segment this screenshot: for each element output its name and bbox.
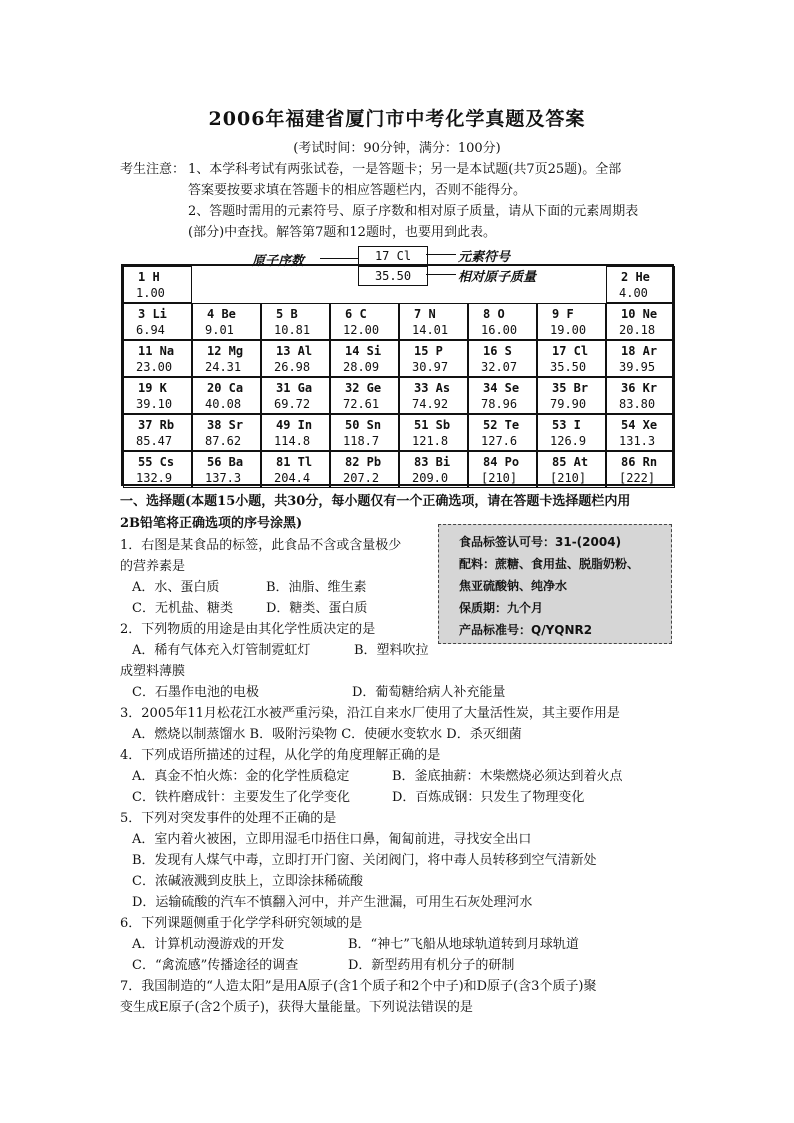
element-cell xyxy=(330,377,399,414)
element-cell xyxy=(399,303,468,340)
question-1-option-c: C．无机盐、糖类 xyxy=(132,601,233,616)
element-number-symbol: 16 S xyxy=(483,344,512,358)
question-4-option-b: B．釜底抽薪：木柴燃烧必须达到着火点 xyxy=(392,769,623,784)
element-atomic-mass: 69.72 xyxy=(274,397,311,411)
element-atomic-mass: 35.50 xyxy=(550,360,587,374)
element-cell xyxy=(330,303,399,340)
element-cell xyxy=(192,377,261,414)
element-cell xyxy=(123,266,192,303)
notice-item-2-line-2: (部分)中查找。解答第7题和12题时，也要用到此表。 xyxy=(188,225,496,240)
element-cell xyxy=(468,377,537,414)
question-2-option-c: C．石墨作电池的电极 xyxy=(132,685,259,700)
element-atomic-mass: 209.0 xyxy=(412,471,449,485)
element-number-symbol: 15 P xyxy=(414,344,443,358)
question-3: 3．2005年11月松花江水被严重污染，沿江自来水厂使用了大量活性炭，其主要作用是 xyxy=(120,706,620,721)
element-atomic-mass: 1.00 xyxy=(136,286,165,300)
element-atomic-mass: 137.3 xyxy=(205,471,242,485)
element-number-symbol: 4 Be xyxy=(207,307,236,321)
element-atomic-mass: 20.18 xyxy=(619,323,656,337)
question-2-option-b: B．塑料吹拉 xyxy=(354,643,429,658)
element-atomic-mass: 121.8 xyxy=(412,434,449,448)
element-atomic-mass: 39.10 xyxy=(136,397,173,411)
question-6-option-a: A．计算机动漫游戏的开发 xyxy=(132,937,285,952)
notice-label: 考生注意： xyxy=(120,162,186,177)
question-3-options: A．燃烧以制蒸馏水 B．吸附污染物 C．使硬水变软水 D．杀灭细菌 xyxy=(132,727,522,742)
element-cell xyxy=(123,414,192,451)
element-number-symbol: 55 Cs xyxy=(138,455,175,469)
question-5-option-c: C．浓碱液溅到皮肤上，立即涂抹稀硫酸 xyxy=(132,874,363,889)
element-cell xyxy=(537,414,606,451)
question-6-option-d: D．新型药用有机分子的研制 xyxy=(348,958,515,973)
element-atomic-mass: 74.92 xyxy=(412,397,449,411)
element-cell xyxy=(123,451,192,488)
element-atomic-mass: 14.01 xyxy=(412,323,449,337)
food-label-line: 产品标准号：Q/YQNR2 xyxy=(459,623,593,637)
element-cell xyxy=(399,377,468,414)
exam-notice xyxy=(120,159,680,243)
legend-example-mass: 35.50 xyxy=(374,269,412,283)
element-cell xyxy=(330,340,399,377)
section-heading-line-2: 2B铅笔将正确选项的序号涂黑) xyxy=(120,516,303,531)
element-number-symbol: 33 As xyxy=(414,381,451,395)
element-cell xyxy=(468,340,537,377)
section-heading-line-1: 一、选择题(本题15小题，共30分，每小题仅有一个正确选项，请在答题卡选择题栏内用 xyxy=(120,494,631,509)
element-cell xyxy=(399,414,468,451)
element-atomic-mass: 83.80 xyxy=(619,397,656,411)
exam-info: (考试时间：90分钟，满分：100分) xyxy=(293,141,501,156)
element-number-symbol: 5 B xyxy=(276,307,298,321)
question-7-line-2: 变生成E原子(含2个质子)，获得大量能量。下列说法错误的是 xyxy=(120,1000,473,1015)
element-number-symbol: 1 H xyxy=(138,270,160,284)
element-number-symbol: 37 Rb xyxy=(138,418,175,432)
element-number-symbol: 17 Cl xyxy=(552,344,589,358)
element-cell xyxy=(192,451,261,488)
element-cell xyxy=(261,303,330,340)
legend-leader-line xyxy=(426,254,456,255)
food-label-line: 食品标签认可号：31-(2004) xyxy=(459,535,622,549)
question-6-option-c: C．“禽流感”传播途径的调查 xyxy=(132,958,299,973)
legend-example-symbol: 17 Cl xyxy=(359,247,427,267)
question-4-option-a: A．真金不怕火炼：金的化学性质稳定 xyxy=(132,769,350,784)
element-number-symbol: 12 Mg xyxy=(207,344,244,358)
element-cell xyxy=(330,451,399,488)
element-atomic-mass: 79.90 xyxy=(550,397,587,411)
element-atomic-mass: 30.97 xyxy=(412,360,449,374)
element-atomic-mass: 87.62 xyxy=(205,434,242,448)
food-label-line: 保质期：九个月 xyxy=(459,601,544,615)
element-atomic-mass: 204.4 xyxy=(274,471,311,485)
element-atomic-mass: [210] xyxy=(550,471,587,485)
periodic-table xyxy=(121,264,674,486)
element-atomic-mass: 12.00 xyxy=(343,323,380,337)
question-2-option-d: D．葡萄糖给病人补充能量 xyxy=(352,685,506,700)
element-cell xyxy=(606,266,675,303)
element-number-symbol: 84 Po xyxy=(483,455,520,469)
element-number-symbol: 3 Li xyxy=(138,307,167,321)
element-atomic-mass: 78.96 xyxy=(481,397,518,411)
element-cell xyxy=(537,377,606,414)
food-label-line: 配料：蔗糖、食用盐、脱脂奶粉、 xyxy=(459,557,640,571)
notice-item-2-line-1: 2、答题时需用的元素符号、原子序数和相对原子质量，请从下面的元素周期表 xyxy=(188,204,639,219)
element-number-symbol: 11 Na xyxy=(138,344,175,358)
element-cell xyxy=(192,340,261,377)
element-cell xyxy=(261,414,330,451)
element-number-symbol: 38 Sr xyxy=(207,418,244,432)
element-number-symbol: 52 Te xyxy=(483,418,520,432)
element-number-symbol: 82 Pb xyxy=(345,455,382,469)
element-number-symbol: 13 Al xyxy=(276,344,313,358)
element-number-symbol: 53 I xyxy=(552,418,581,432)
element-cell xyxy=(123,340,192,377)
question-1-option-b: B．油脂、维生素 xyxy=(266,580,367,595)
question-2-option-a: A．稀有气体充入灯管制霓虹灯 xyxy=(132,643,311,658)
question-1-option-d: D．糖类、蛋白质 xyxy=(266,601,368,616)
element-atomic-mass: 9.01 xyxy=(205,323,234,337)
element-cell xyxy=(261,340,330,377)
element-cell xyxy=(399,340,468,377)
element-atomic-mass: 4.00 xyxy=(619,286,648,300)
element-atomic-mass: 32.07 xyxy=(481,360,518,374)
question-1-line-2: 的营养素是 xyxy=(120,559,186,574)
element-cell xyxy=(468,451,537,488)
element-number-symbol: 85 At xyxy=(552,455,589,469)
element-number-symbol: 8 O xyxy=(483,307,505,321)
element-cell xyxy=(192,414,261,451)
element-number-symbol: 50 Sn xyxy=(345,418,382,432)
element-atomic-mass: [210] xyxy=(481,471,518,485)
element-number-symbol: 20 Ca xyxy=(207,381,244,395)
legend-mass-label: 相对原子质量 xyxy=(458,270,537,285)
element-cell xyxy=(537,451,606,488)
element-cell xyxy=(468,303,537,340)
element-atomic-mass: 72.61 xyxy=(343,397,380,411)
element-cell xyxy=(192,303,261,340)
question-5-option-d: D．运输硫酸的汽车不慎翻入河中，并产生泄漏，可用生石灰处理河水 xyxy=(132,895,533,910)
element-atomic-mass: [222] xyxy=(619,471,656,485)
element-cell xyxy=(537,340,606,377)
legend-leader-line xyxy=(320,258,358,259)
question-6-option-b: B．“神七”飞船从地球轨道转到月球轨道 xyxy=(348,937,579,952)
element-cell xyxy=(606,303,675,340)
element-atomic-mass: 10.81 xyxy=(274,323,311,337)
element-atomic-mass: 28.09 xyxy=(343,360,380,374)
element-atomic-mass: 23.00 xyxy=(136,360,173,374)
element-atomic-mass: 24.31 xyxy=(205,360,242,374)
element-atomic-mass: 26.98 xyxy=(274,360,311,374)
element-number-symbol: 36 Kr xyxy=(621,381,658,395)
element-number-symbol: 81 Tl xyxy=(276,455,313,469)
element-cell xyxy=(123,377,192,414)
question-5-option-a: A．室内着火被困，立即用湿毛巾捂住口鼻，匍匐前进，寻找安全出口 xyxy=(132,832,532,847)
element-atomic-mass: 207.2 xyxy=(343,471,380,485)
element-cell xyxy=(261,451,330,488)
element-cell xyxy=(330,414,399,451)
legend-symbol-label: 元素符号 xyxy=(458,250,511,265)
question-1-line-1: 1．右图是某食品的标签，此食品不含或含量极少 xyxy=(120,538,402,553)
element-atomic-mass: 127.6 xyxy=(481,434,518,448)
element-number-symbol: 56 Ba xyxy=(207,455,244,469)
element-cell xyxy=(468,414,537,451)
question-5-option-b: B．发现有人煤气中毒，立即打开门窗、关闭阀门，将中毒人员转移到空气清新处 xyxy=(132,853,597,868)
element-number-symbol: 10 Ne xyxy=(621,307,658,321)
element-atomic-mass: 118.7 xyxy=(343,434,380,448)
element-number-symbol: 83 Bi xyxy=(414,455,451,469)
element-atomic-mass: 19.00 xyxy=(550,323,587,337)
question-2-option-b-continued: 成塑料薄膜 xyxy=(120,664,186,679)
element-number-symbol: 54 Xe xyxy=(621,418,658,432)
food-label-line: 焦亚硫酸钠、纯净水 xyxy=(459,579,568,593)
element-atomic-mass: 6.94 xyxy=(136,323,165,337)
element-cell xyxy=(123,303,192,340)
element-number-symbol: 9 F xyxy=(552,307,574,321)
element-cell xyxy=(537,303,606,340)
question-4: 4．下列成语所描述的过程，从化学的角度理解正确的是 xyxy=(120,748,441,763)
page-title: 2006年福建省厦门市中考化学真题及答案 xyxy=(208,108,586,130)
element-number-symbol: 7 N xyxy=(414,307,436,321)
element-atomic-mass: 85.47 xyxy=(136,434,173,448)
notice-item-1-line-1: 1、本学科考试有两张试卷，一是答题卡；另一是本试题(共7页25题)。全部 xyxy=(188,162,622,177)
question-1-option-a: A．水、蛋白质 xyxy=(132,580,220,595)
element-atomic-mass: 114.8 xyxy=(274,434,311,448)
element-cell xyxy=(399,451,468,488)
element-number-symbol: 86 Rn xyxy=(621,455,658,469)
element-number-symbol: 51 Sb xyxy=(414,418,451,432)
element-atomic-mass: 131.3 xyxy=(619,434,656,448)
element-atomic-mass: 132.9 xyxy=(136,471,173,485)
element-cell xyxy=(606,340,675,377)
element-cell xyxy=(261,377,330,414)
element-number-symbol: 6 C xyxy=(345,307,367,321)
element-atomic-mass: 40.08 xyxy=(205,397,242,411)
element-number-symbol: 34 Se xyxy=(483,381,520,395)
element-number-symbol: 14 Si xyxy=(345,344,382,358)
legend-atomic-number-label: 原子序数 xyxy=(252,254,305,269)
question-4-option-d: D．百炼成钢：只发生了物理变化 xyxy=(392,790,585,805)
element-cell xyxy=(606,377,675,414)
question-5: 5．下列对突发事件的处理不正确的是 xyxy=(120,811,337,826)
element-number-symbol: 19 K xyxy=(138,381,167,395)
element-number-symbol: 18 Ar xyxy=(621,344,658,358)
question-7-line-1: 7．我国制造的“人造太阳”是用A原子(含1个质子和2个中子)和D原子(含3个质子)聚 xyxy=(120,979,597,994)
question-2: 2．下列物质的用途是由其化学性质决定的是 xyxy=(120,622,376,637)
element-number-symbol: 2 He xyxy=(621,270,650,284)
element-cell xyxy=(606,451,675,488)
question-4-option-c: C．铁杵磨成针：主要发生了化学变化 xyxy=(132,790,350,805)
element-atomic-mass: 39.95 xyxy=(619,360,656,374)
element-number-symbol: 49 In xyxy=(276,418,313,432)
element-atomic-mass: 16.00 xyxy=(481,323,518,337)
element-number-symbol: 35 Br xyxy=(552,381,589,395)
element-atomic-mass: 126.9 xyxy=(550,434,587,448)
food-label-image xyxy=(438,524,672,644)
question-6: 6．下列课题侧重于化学学科研究领域的是 xyxy=(120,916,363,931)
element-cell xyxy=(606,414,675,451)
notice-item-1-line-2: 答案要按要求填在答题卡的相应答题栏内，否则不能得分。 xyxy=(188,183,527,198)
element-number-symbol: 32 Ge xyxy=(345,381,382,395)
element-number-symbol: 31 Ga xyxy=(276,381,313,395)
